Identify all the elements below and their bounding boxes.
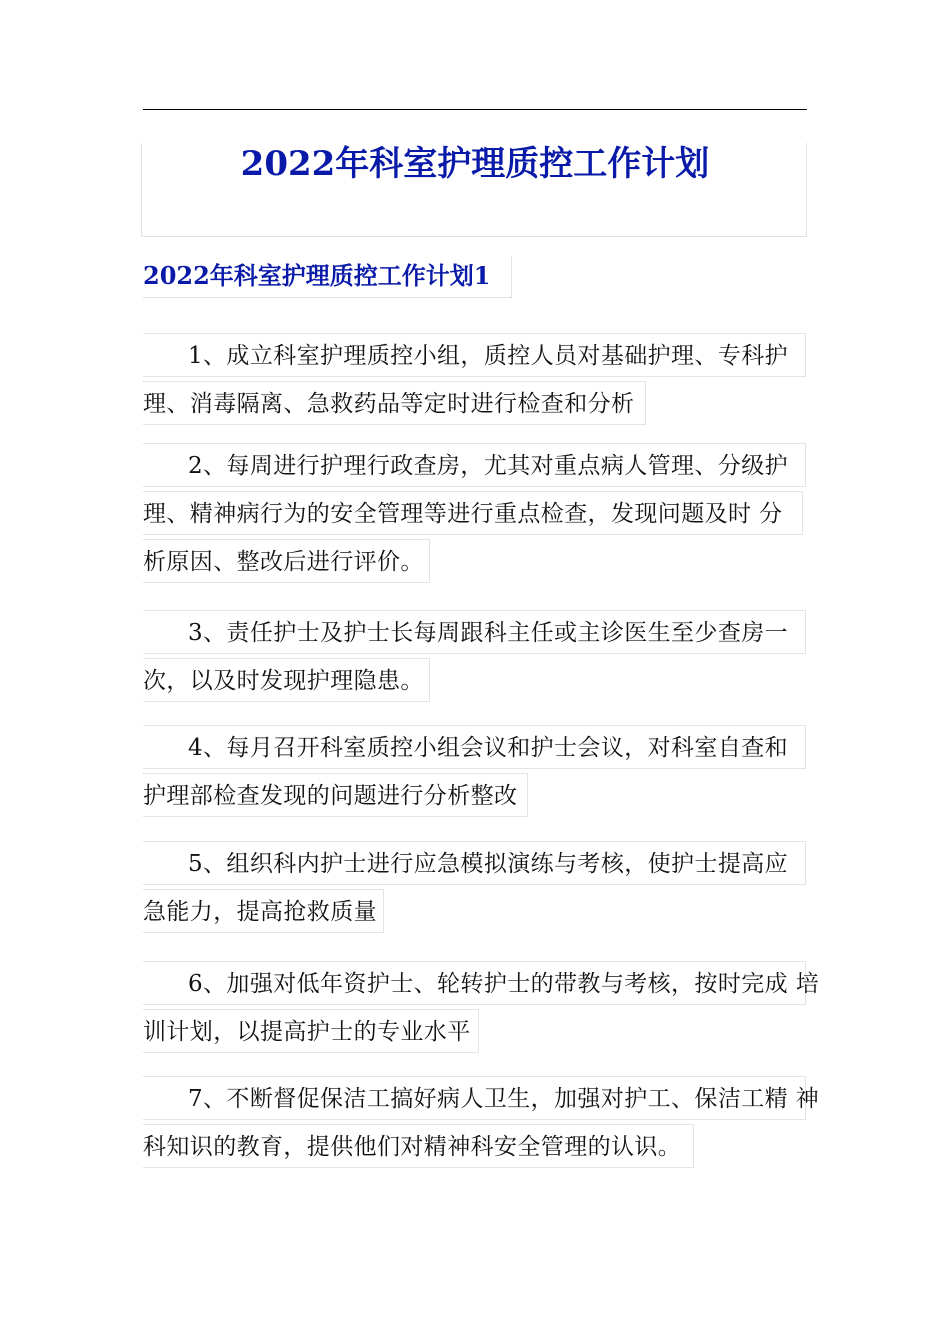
list-item	[143, 333, 806, 425]
paragraph-line: 理、精神病行为的安全管理等进行重点检查，发现问题及时 分	[143, 491, 803, 535]
paragraph-line: 急能力，提高抢救质量	[143, 889, 384, 933]
paragraph-line: 4、每月召开科室质控小组会议和护士会议，对科室自查和	[143, 725, 806, 769]
paragraph-line: 科知识的教育，提供他们对精神科安全管理的认识。	[143, 1124, 694, 1168]
list-item	[143, 961, 820, 1053]
paragraph-line: 6、加强对低年资护士、轮转护士的带教与考核，按时完成 培	[143, 961, 806, 1005]
paragraph-line: 2、每周进行护理行政查房，尤其对重点病人管理、分级护	[143, 443, 806, 487]
list-item	[143, 725, 806, 817]
paragraph-line: 护理部检查发现的问题进行分析整改	[143, 773, 528, 817]
header-rule	[143, 109, 807, 110]
paragraph-line: 1、成立科室护理质控小组，质控人员对基础护理、专科护	[143, 333, 806, 377]
paragraph-line: 5、组织科内护士进行应急模拟演练与考核，使护士提高应	[143, 841, 806, 885]
list-item	[143, 610, 806, 702]
list-item	[143, 841, 806, 933]
document-title: 2022年科室护理质控工作计划	[240, 144, 710, 184]
paragraph-line: 析原因、整改后进行评价。	[143, 539, 430, 583]
paragraph-line: 次，以及时发现护理隐患。	[143, 658, 430, 702]
paragraph-line: 3、责任护士及护士长每周跟科主任或主诊医生至少查房一	[143, 610, 806, 654]
paragraph-line: 7、不断督促保洁工搞好病人卫生，加强对护工、保洁工精 神	[143, 1076, 806, 1120]
paragraph-line: 训计划，以提高护士的专业水平	[143, 1009, 479, 1053]
section-heading: 2022年科室护理质控工作计划1	[143, 256, 512, 298]
list-item	[143, 443, 806, 583]
paragraph-line: 理、消毒隔离、急救药品等定时进行检查和分析	[143, 381, 646, 425]
list-item	[143, 1076, 820, 1168]
